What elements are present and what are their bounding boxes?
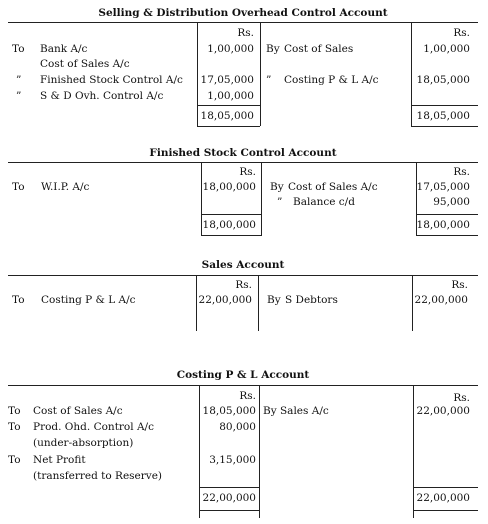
pl-debit-particulars: Cost of Sales A/c — [33, 405, 123, 417]
fs-credit-particulars: Balance c/d — [293, 196, 355, 208]
fs-debit-amount: 18,00,000 — [202, 181, 256, 193]
sd-debit-prefix: ” — [16, 90, 22, 102]
sales-debit-amount-divider — [196, 275, 197, 331]
sales-debit-amount: 22,00,000 — [198, 294, 252, 306]
pl-debit-amount: 80,000 — [219, 421, 256, 433]
pl-debit-amount: 18,05,000 — [202, 405, 256, 417]
sales-credit-amount-divider — [412, 275, 413, 331]
pl-debit-total: 22,00,000 — [202, 492, 256, 504]
pl-debit-particulars: Net Profit — [33, 454, 86, 466]
pl-debit-particulars: Prod. Ohd. Control A/c — [33, 421, 154, 433]
sd-credit-rs-header: Rs. — [453, 27, 470, 39]
sd-credit-total-rule-bottom — [411, 126, 478, 127]
sd-debit-total: 18,05,000 — [200, 110, 254, 122]
fs-top-rule — [8, 162, 478, 163]
sales-top-rule — [8, 275, 478, 276]
pl-debit-amount: 3,15,000 — [209, 454, 256, 466]
pl-credit-total-rule — [413, 487, 478, 488]
sales-credit-amount: 22,00,000 — [414, 294, 468, 306]
sd-debit-prefix: To — [12, 43, 25, 55]
sd-credit-particulars: Costing P & L A/c — [284, 74, 379, 86]
sd-top-rule — [8, 22, 478, 23]
fs-debit-particulars: W.I.P. A/c — [41, 181, 90, 193]
pl-credit-amount-divider — [413, 385, 414, 518]
pl-debit-prefix: To — [8, 454, 21, 466]
pl-debit-amount-divider — [199, 385, 200, 518]
sd-credit-total-rule — [411, 105, 478, 106]
fs-debit-rs-header: Rs. — [239, 166, 256, 178]
sales-credit-rs-header: Rs. — [451, 279, 468, 291]
sd-debit-particulars: S & D Ovh. Control A/c — [40, 90, 164, 102]
fs-debit-total: 18,00,000 — [202, 219, 256, 231]
fs-credit-rs-header: Rs. — [453, 166, 470, 178]
sd-debit-rs-header: Rs. — [237, 27, 254, 39]
sales-credit-particulars: S Debtors — [285, 294, 338, 306]
sd-debit-total-rule — [197, 105, 260, 106]
pl-credit-amount: 22,00,000 — [416, 405, 470, 417]
sd-overhead-account — [8, 0, 478, 130]
sd-credit-amount: 18,05,000 — [416, 74, 470, 86]
sd-credit-amount: 1,00,000 — [423, 43, 470, 55]
fs-debit-total-rule-bottom — [201, 235, 261, 236]
pl-credit-rs-header: Rs. — [453, 392, 470, 404]
fs-credit-prefix: By — [270, 181, 284, 193]
sales-debit-rs-header: Rs. — [235, 279, 252, 291]
pl-credit-total: 22,00,000 — [416, 492, 470, 504]
fs-credit-total-rule-bottom — [416, 235, 478, 236]
sd-debit-prefix: ” — [16, 74, 22, 86]
pl-debit-prefix: To — [8, 421, 21, 433]
sd-debit-particulars: Cost of Sales A/c — [40, 58, 130, 70]
pl-debit-total-rule-bottom — [199, 510, 259, 511]
costing-pl-account — [8, 364, 478, 520]
sales-center-divider — [258, 275, 259, 331]
sd-debit-particulars: Finished Stock Control A/c — [40, 74, 183, 86]
pl-account-title: Costing P & L Account — [176, 369, 310, 381]
fs-credit-total-rule — [416, 214, 478, 215]
sd-credit-amount-divider — [411, 22, 412, 126]
sales-account — [8, 255, 478, 335]
fs-debit-total-rule — [201, 214, 261, 215]
sd-center-divider — [260, 22, 261, 126]
sd-debit-particulars: Bank A/c — [40, 43, 88, 55]
fs-credit-total: 18,00,000 — [416, 219, 470, 231]
sales-debit-particulars: Costing P & L A/c — [41, 294, 136, 306]
sales-account-title: Sales Account — [201, 259, 285, 271]
pl-credit-total-rule-bottom — [413, 510, 478, 511]
sd-account-title: Selling & Distribution Overhead Control Account — [98, 7, 388, 19]
pl-debit-total-rule — [199, 487, 259, 488]
sd-debit-amount-divider — [197, 22, 198, 126]
sales-debit-prefix: To — [12, 294, 25, 306]
pl-debit-particulars: (under-absorption) — [33, 437, 134, 449]
pl-debit-particulars: (transferred to Reserve) — [33, 470, 163, 482]
sd-debit-amount: 17,05,000 — [200, 74, 254, 86]
pl-center-divider — [259, 385, 260, 518]
pl-debit-prefix: To — [8, 405, 21, 417]
fs-credit-particulars: Cost of Sales A/c — [288, 181, 378, 193]
fs-credit-prefix: ” — [277, 196, 283, 208]
sd-debit-amount: 1,00,000 — [207, 43, 254, 55]
sd-debit-amount: 1,00,000 — [207, 90, 254, 102]
sd-debit-total-rule-bottom — [197, 126, 260, 127]
pl-credit-particulars: By Sales A/c — [263, 405, 329, 417]
fs-credit-amount: 95,000 — [433, 196, 470, 208]
fs-credit-amount: 17,05,000 — [416, 181, 470, 193]
pl-debit-rs-header: Rs. — [239, 390, 256, 402]
fs-account-title: Finished Stock Control Account — [149, 147, 337, 159]
sd-credit-total: 18,05,000 — [416, 110, 470, 122]
sd-credit-prefix: ” — [266, 74, 272, 86]
fs-center-divider — [261, 162, 262, 236]
sales-credit-prefix: By — [267, 294, 281, 306]
pl-top-rule — [8, 385, 478, 386]
sd-credit-particulars: Cost of Sales — [284, 43, 354, 55]
finished-stock-account — [8, 143, 478, 238]
sd-credit-prefix: By — [266, 43, 280, 55]
fs-debit-prefix: To — [12, 181, 25, 193]
